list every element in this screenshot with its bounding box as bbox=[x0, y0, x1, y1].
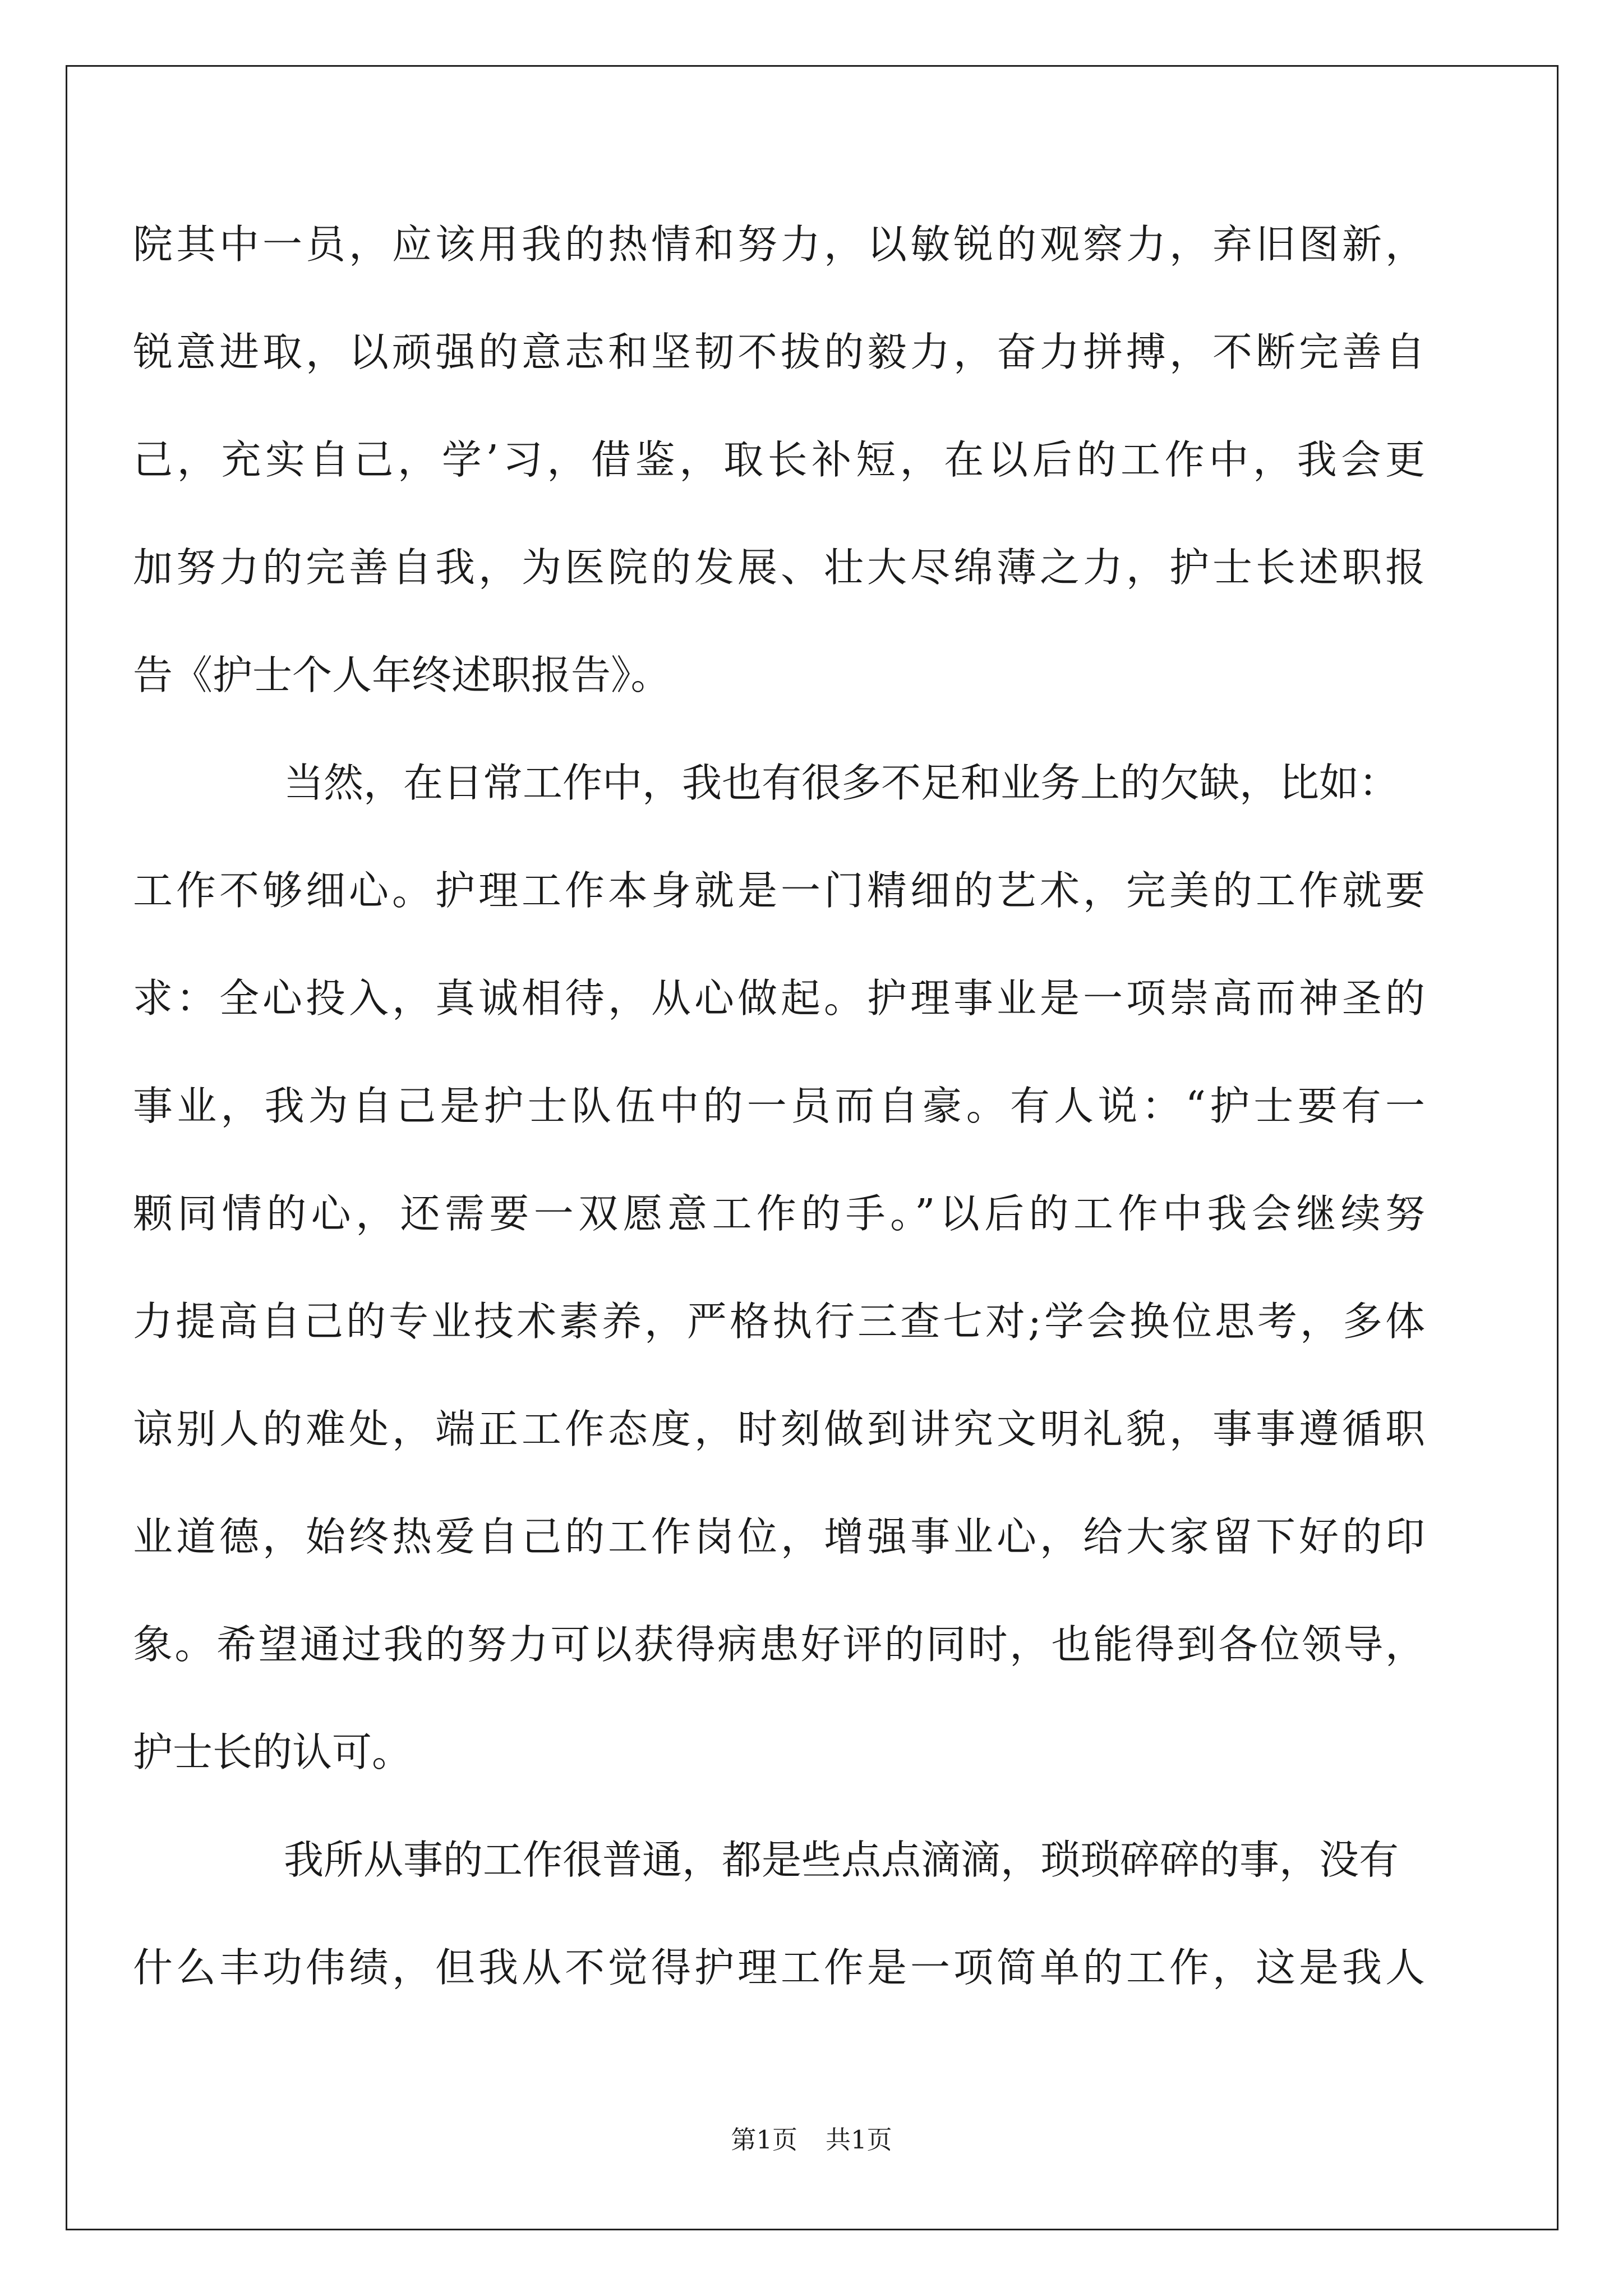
paragraph-3-line-1: 我所从事的工作很普通，都是些点点滴滴，琐琐碎碎的事，没有 bbox=[284, 1837, 1399, 1883]
paragraph-2-line-8: 业道德，始终热爱自己的工作岗位，增强事业心，给大家留下好的印 bbox=[133, 1513, 1425, 1560]
paragraph-1-line-1: 院其中一员，应该用我的热情和努力，以敏锐的观察力，弃旧图新， bbox=[133, 221, 1425, 268]
page-number: 第1页 bbox=[731, 2125, 797, 2155]
page-total: 共1页 bbox=[826, 2125, 892, 2155]
paragraph-2-line-5: 颗同情的心，还需要一双愿意工作的手。”以后的工作中我会继续努 bbox=[133, 1190, 1425, 1237]
paragraph-1-line-5: 告《护士个人年终述职报告》。 bbox=[133, 652, 671, 698]
paragraph-2-line-6: 力提高自己的专业技术素养，严格执行三查七对;学会换位思考，多体 bbox=[133, 1298, 1425, 1345]
paragraph-1-line-4: 加努力的完善自我，为医院的发展、壮大尽绵薄之力，护士长述职报 bbox=[133, 544, 1425, 591]
paragraph-2-line-1: 当然，在日常工作中，我也有很多不足和业务上的欠缺，比如： bbox=[284, 760, 1399, 806]
page-border bbox=[66, 65, 1559, 2230]
paragraph-2-line-7: 谅别人的难处，端正工作态度，时刻做到讲究文明礼貌，事事遵循职 bbox=[133, 1406, 1425, 1452]
paragraph-2-line-9: 象。希望通过我的努力可以获得病患好评的同时，也能得到各位领导， bbox=[133, 1621, 1425, 1668]
paragraph-2-line-10: 护士长的认可。 bbox=[133, 1729, 412, 1775]
paragraph-1-line-3: 己，充实自己，学’习，借鉴，取长补短，在以后的工作中，我会更 bbox=[133, 436, 1425, 483]
paragraph-2-line-3: 求：全心投入，真诚相待，从心做起。护理事业是一项崇高而神圣的 bbox=[133, 975, 1425, 1022]
paragraph-2-line-2: 工作不够细心。护理工作本身就是一门精细的艺术，完美的工作就要 bbox=[133, 867, 1425, 914]
page-footer bbox=[0, 2126, 1623, 2154]
paragraph-3-line-2: 什么丰功伟绩，但我从不觉得护理工作是一项简单的工作，这是我人 bbox=[133, 1944, 1425, 1991]
paragraph-2-line-4: 事业，我为自己是护士队伍中的一员而自豪。有人说：“护士要有一 bbox=[133, 1083, 1425, 1129]
paragraph-1-line-2: 锐意进取，以顽强的意志和坚韧不拔的毅力，奋力拼搏，不断完善自 bbox=[133, 329, 1425, 375]
